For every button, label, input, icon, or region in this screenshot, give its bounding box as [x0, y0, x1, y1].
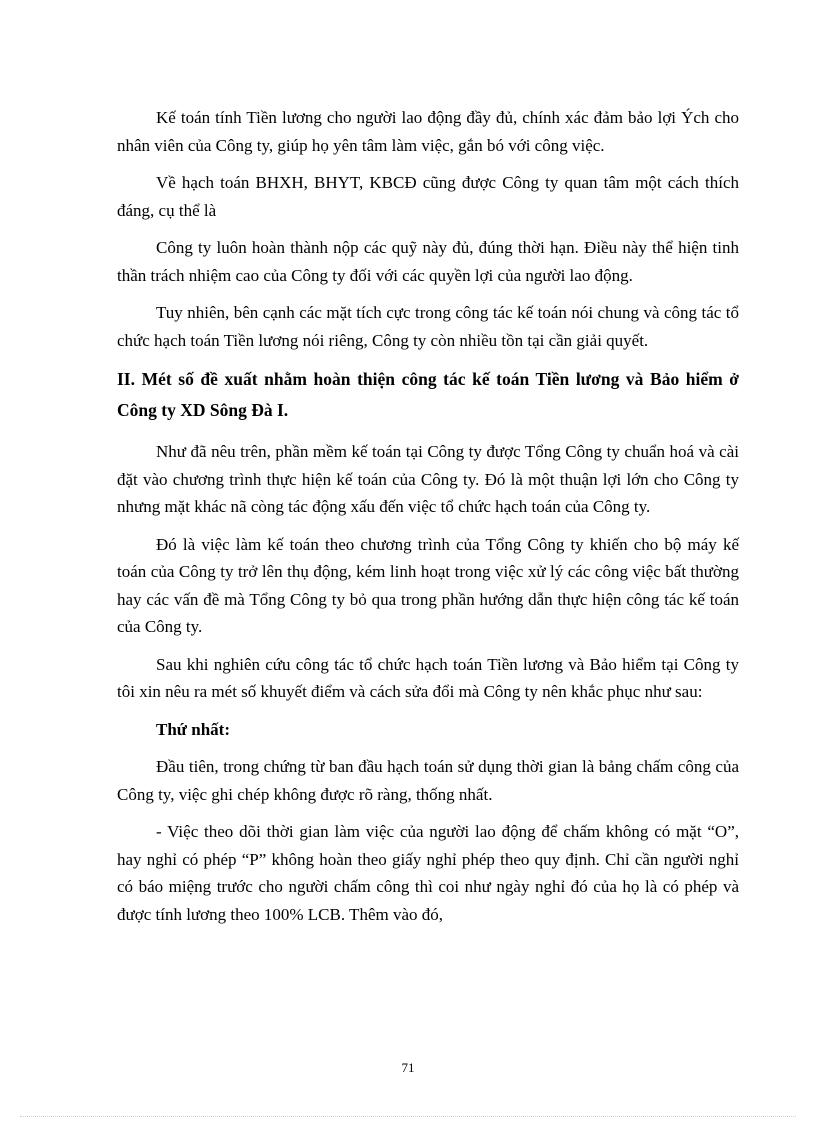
paragraph-research-summary: Sau khi nghiên cứu công tác tổ chức hạch toán Tiền lương và Bảo hiểm tại Công ty tôi xin nêu ra mét số khuyết điểm và cách sửa đổi mà Công ty nên khắc phục như sau: [117, 654, 739, 701]
section-heading: II. Mét số đề xuất nhằm hoàn thiện công tác kế toán Tiền lương và Bảo hiểm ở Công ty XD Sông Đà I. [117, 369, 739, 420]
paragraph-salary-calculation: Kế toán tính Tiền lương cho người lao động đầy đủ, chính xác đảm bảo lợi Ých cho nhân viên của Công ty, giúp họ yên tâm làm việc, gắn bó với công việc. [117, 108, 739, 155]
paragraph-fund-payment: Công ty luôn hoàn thành nộp các quỹ này đủ, đúng thời hạn. Điều này thể hiện tinh thần trách nhiệm cao của Công ty đối với các quyền lợi của người lao động. [117, 238, 739, 285]
paragraph-timesheet: Đầu tiên, trong chứng từ ban đầu hạch toán sử dụng thời gian là bảng chấm công của Công ty, việc ghi chép không được rõ ràng, thống nhất. [117, 757, 739, 804]
paragraph-passive-accounting: Đó là việc làm kế toán theo chương trình của Tổng Công ty khiến cho bộ máy kế toán của Công ty trở lên thụ động, kém linh hoạt trong việc xử lý các công việc bất thường hay các vấn đề mà Tổng Công ty bỏ qua trong phần hướng dẫn thực hiện công tác kế toán của Công ty. [117, 534, 739, 636]
paragraph-attendance-tracking: - Việc theo dõi thời gian làm việc của người lao động để chấm không có mặt “O”, hay nghỉ có phép “P” không hoàn theo giấy nghỉ phép theo quy định. Chỉ cần người nghỉ có báo miệng trước cho người chấm công thì coi như ngày nghỉ đó của họ là có phép và được tính lương theo 100% LCB. Thêm vào đó, [117, 822, 739, 924]
page-number: 71 [401, 1060, 415, 1075]
paragraph-software: Như đã nêu trên, phần mềm kế toán tại Công ty được Tổng Công ty chuẩn hoá và cài đặt vào chương trình thực hiện kế toán của Công ty. Đó là một thuận lợi lớn cho Công ty nhưng mặt khác nã còng tác động xấu đến việc tổ chức hạch toán của Công ty. [117, 442, 739, 516]
paragraph-insurance-accounting: Về hạch toán BHXH, BHYT, KBCĐ cũng được Công ty quan tâm một cách thích đáng, cụ thể là [117, 173, 739, 220]
document-page [117, 104, 739, 938]
page-bottom-border [20, 1116, 796, 1117]
paragraph-shortcomings: Tuy nhiên, bên cạnh các mặt tích cực trong công tác kế toán nói chung và công tác tổ chức hạch toán Tiền lương nói riêng, Công ty còn nhiều tồn tại cần giải quyết. [117, 303, 739, 350]
subheading-first: Thứ nhất: [156, 719, 230, 739]
